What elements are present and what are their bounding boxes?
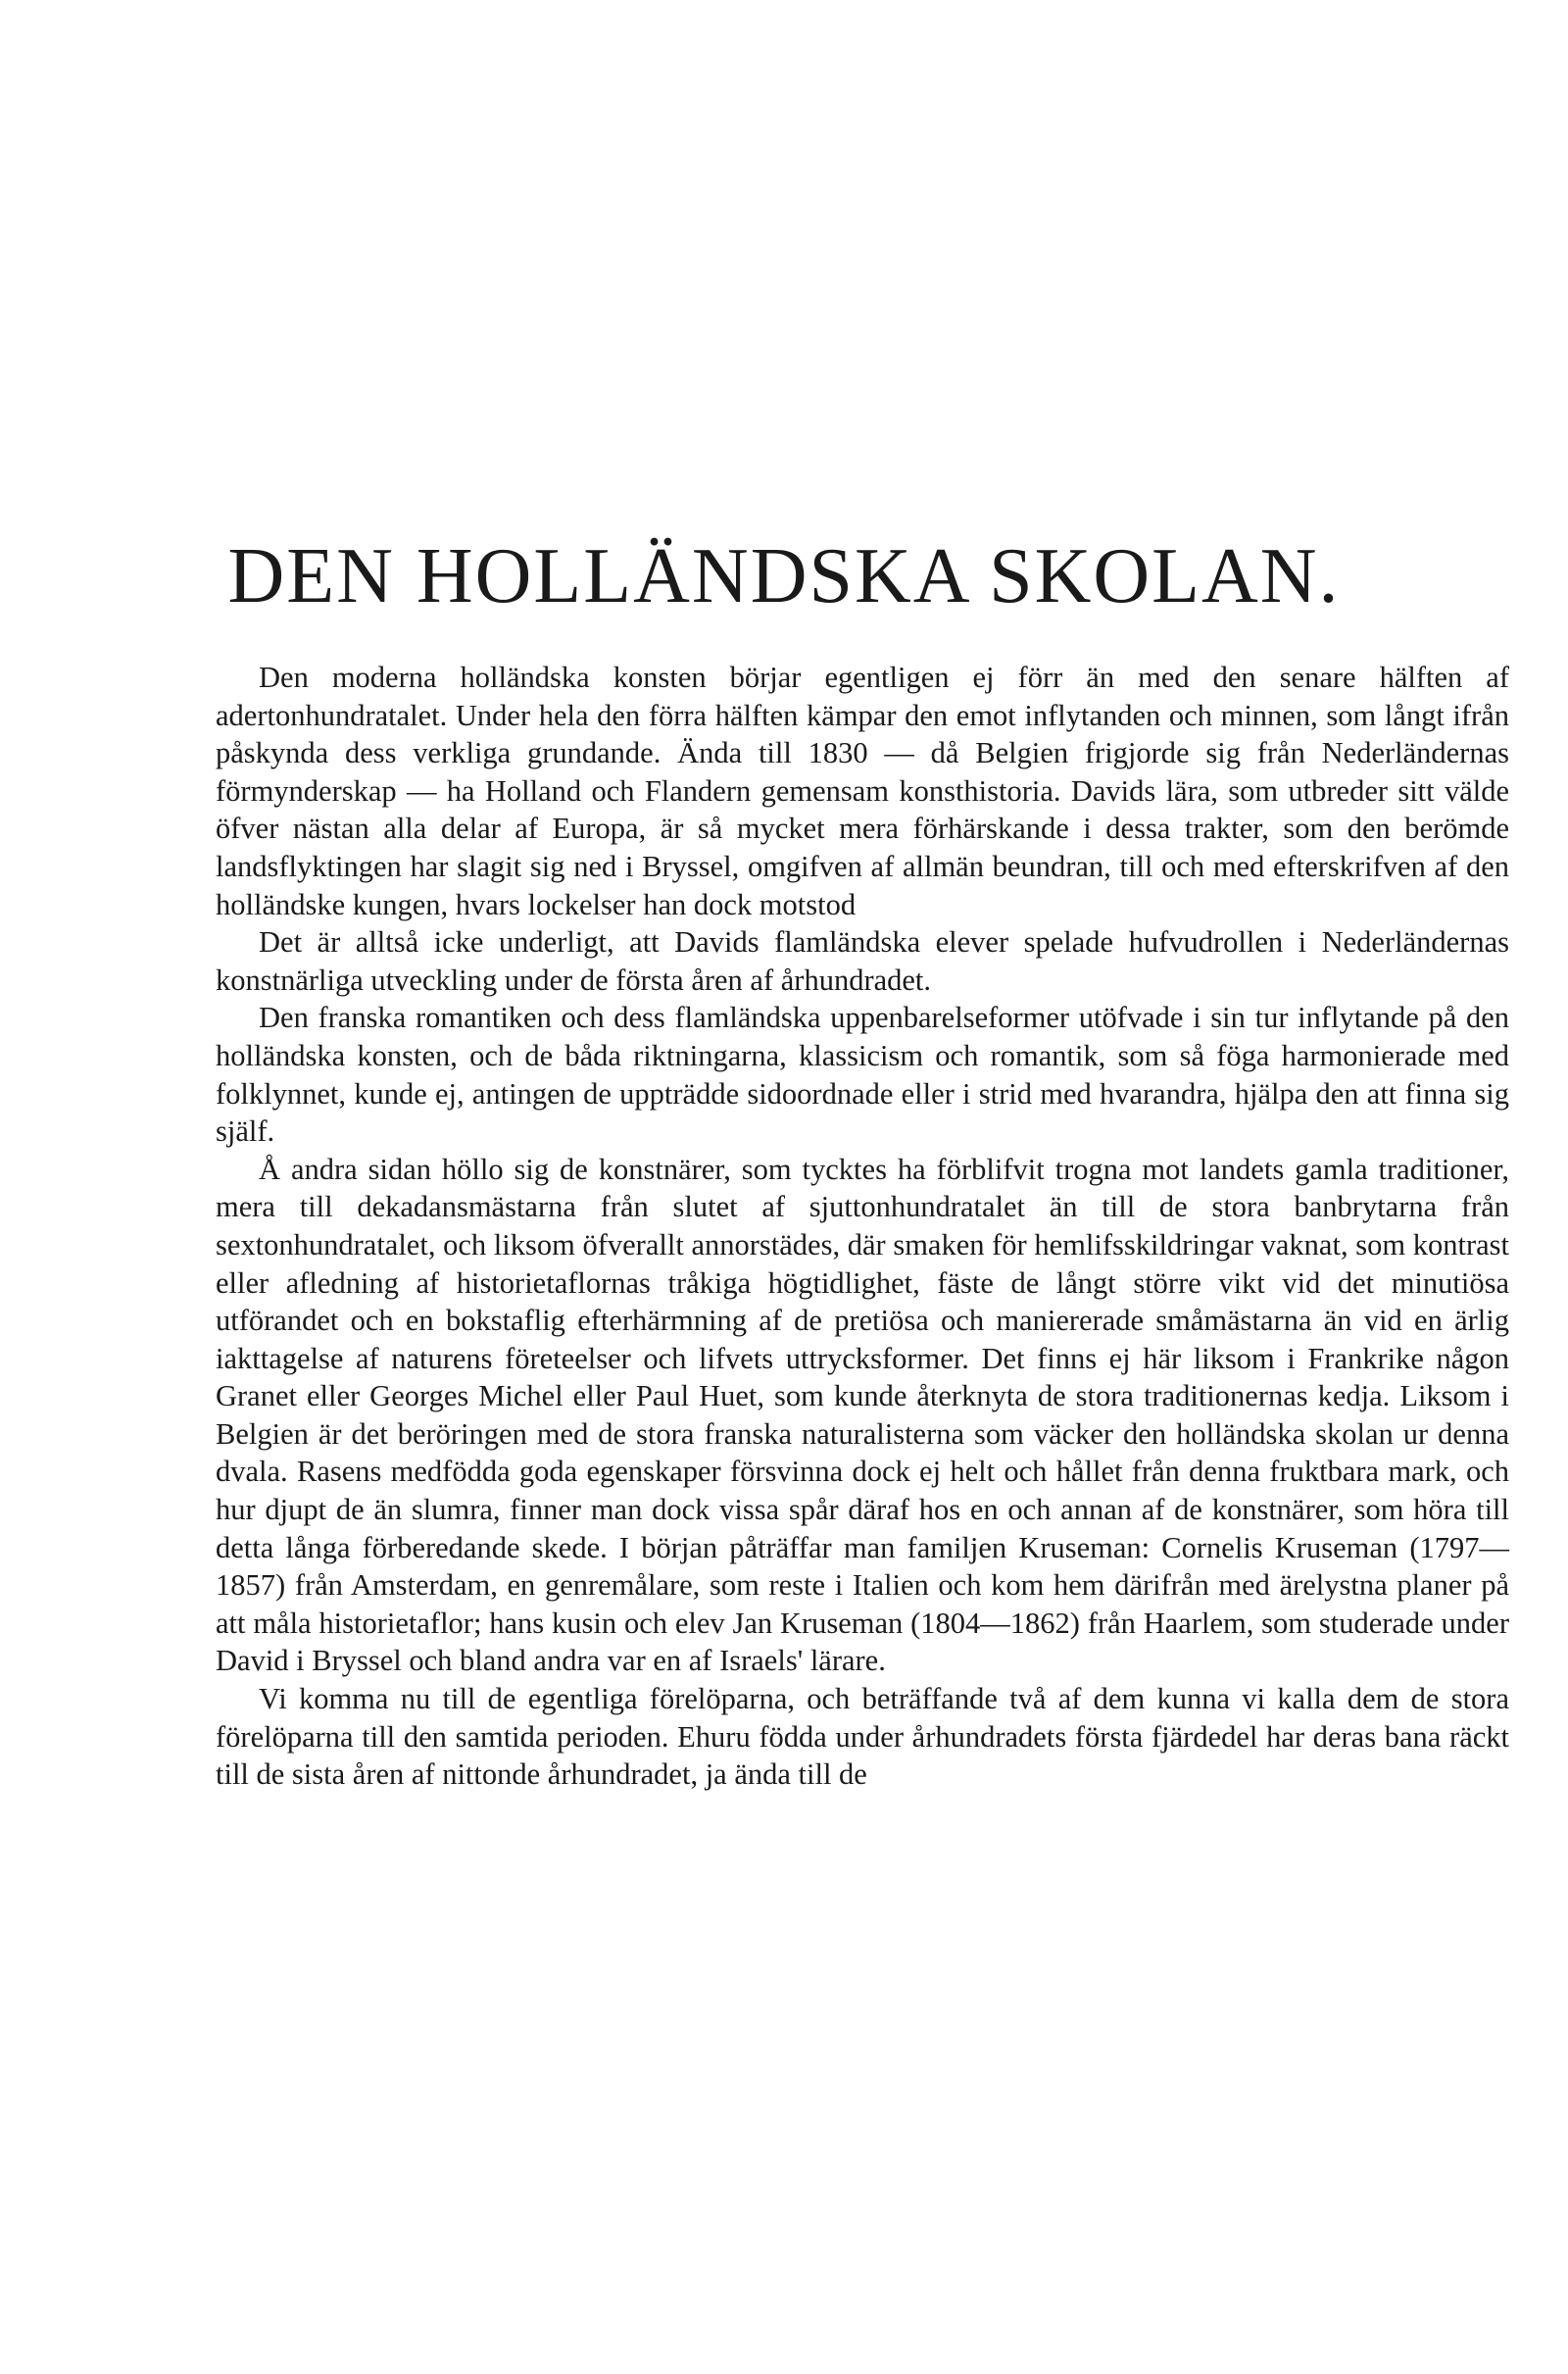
- paragraph: Den moderna holländska konsten börjar egentligen ej förr än med den senare hälften af adertonhundratalet. Under hela den förra hälften kämpar den emot inflytanden och minnen, som långt ifrån påskynda dess verkliga grundande. Ända till 1830 — då Belgien frigjorde sig från Nederländernas förmynderskap — ha Holland och Flandern gemensam konsthistoria. Davids lära, som utbreder sitt välde öfver nästan alla delar af Europa, är så mycket mera förhärskande i dessa trakter, som den berömde landsflyktingen har slagit sig ned i Bryssel, omgifven af allmän beundran, till och med efterskrifven af den holländske kungen, hvars lockelser han dock motstod: [216, 661, 1509, 921]
- paragraph: Den franska romantiken och dess flamländska uppenbarelseformer utöfvade i sin tur inflytande på den holländska konsten, och de båda riktningarna, klassicism och romantik, som så föga harmonierade med folklynnet, kunde ej, antingen de uppträdde sidoordnade eller i strid med hvarandra, hjälpa den att finna sig själf.: [216, 1001, 1509, 1149]
- body-text: [216, 659, 1509, 1794]
- paragraph: Det är alltså icke underligt, att Davids flamländska elever spelade hufvudrollen i Nederländernas konstnärliga utveckling under de första åren af århundradet.: [216, 925, 1509, 997]
- paragraph: Vi komma nu till de egentliga förelöparna, och beträffande två af dem kunna vi kalla dem de stora förelöparna till den samtida perioden. Ehuru födda under århundradets första fjärdedel har deras bana räckt till de sista åren af nittonde århundradet, ja ända till de: [216, 1682, 1509, 1792]
- page-title: DEN HOLLÄNDSKA SKOLAN.: [227, 533, 1341, 619]
- paragraph: Å andra sidan höllo sig de konstnärer, som tycktes ha förblifvit trogna mot landets gamla traditioner, mera till dekadansmästarna från slutet af sjuttonhundratalet än till de stora banbrytarna från sextonhundratalet, och liksom öfverallt annorstädes, där smaken för hemlifsskildringar vaknat, som kontrast eller afledning af historietaflornas tråkiga högtidlighet, fäste de långt större vikt vid det minutiösa utförandet och en bokstaflig efterhärmning af de pretiösa och maniererade småmästarna än vid en ärlig iakttagelse af naturens företeelser och lifvets uttrycksformer. Det finns ej här liksom i Frankrike någon Granet eller Georges Michel eller Paul Huet, som kunde återknyta de stora traditionernas kedja. Liksom i Belgien är det beröringen med de stora franska naturalisterna som väcker den holländska skolan ur denna dvala. Rasens medfödda goda egenskaper försvinna dock ej helt och hållet från denna fruktbara mark, och hur djupt de än slumra, finner man dock vissa spår däraf hos en och annan af de konstnärer, som höra till detta långa förberedande skede. I början påträffar man familjen Kruseman: Cornelis Kruseman (1797—1857) från Amsterdam, en genremålare, som reste i Italien och kom hem därifrån med ärelystna planer på att måla historietaflor; hans kusin och elev Jan Kruseman (1804—1862) från Haarlem, som studerade under David i Bryssel och bland andra var en af Israels' lärare.: [216, 1152, 1509, 1678]
